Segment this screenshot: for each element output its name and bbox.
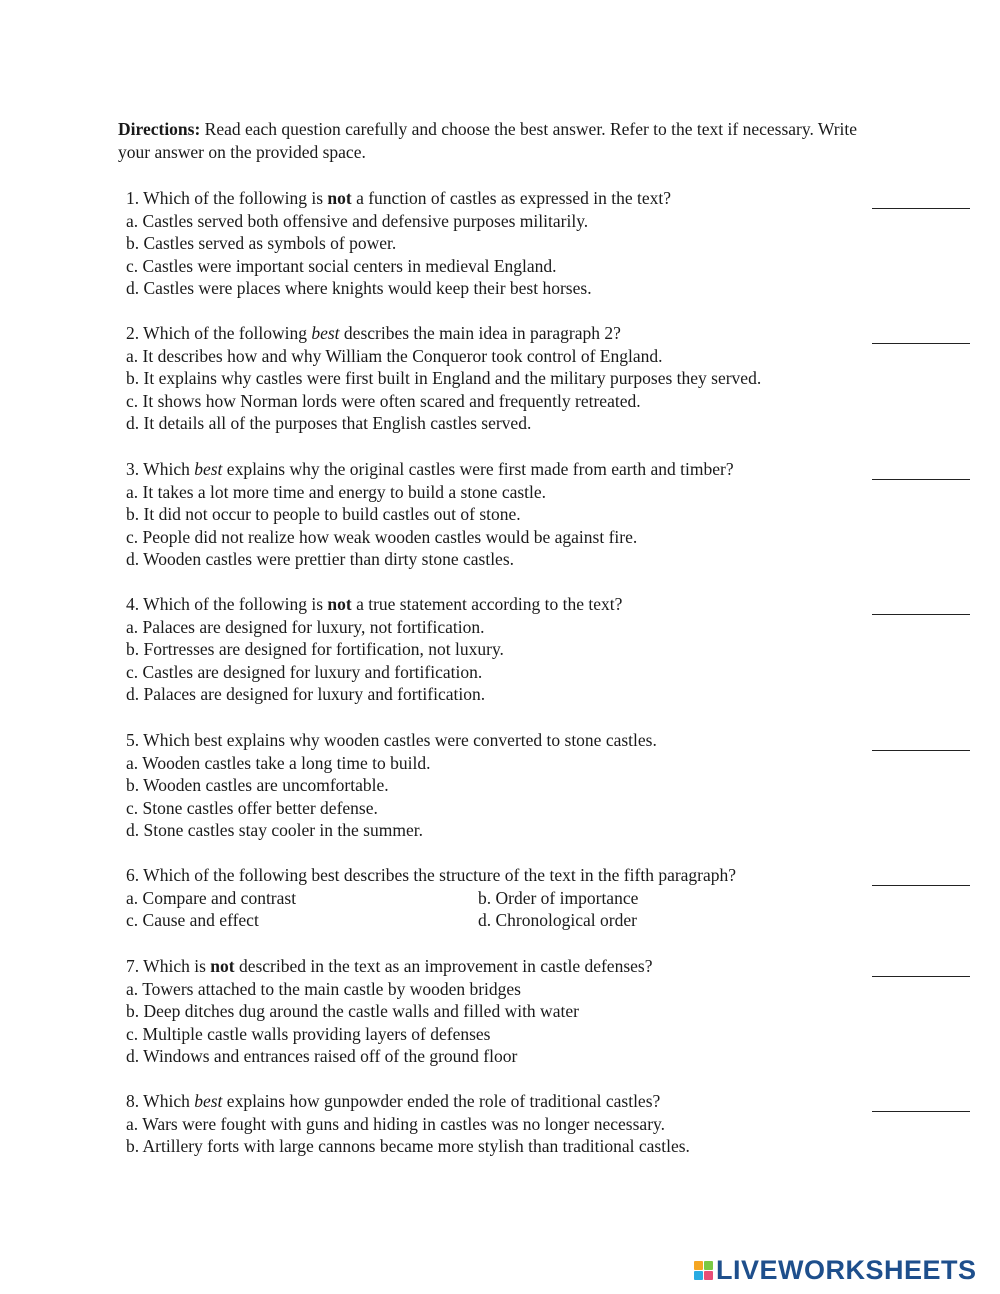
- question-text-part: 1. Which of the following is: [126, 188, 328, 208]
- question-text-part: best: [311, 323, 340, 343]
- question-stem: [126, 955, 986, 978]
- answer-option: c. Castles were important social centers in medieval England.: [126, 255, 557, 276]
- question-text-part: 3. Which: [126, 459, 195, 479]
- answer-option: d. Stone castles stay cooler in the summer.: [126, 820, 423, 840]
- question-text-part: a true statement according to the text?: [351, 594, 623, 614]
- answer-option: c. Castles are designed for luxury and fortification.: [126, 661, 483, 682]
- question-text-part: best: [194, 459, 223, 479]
- answer-option-row: [126, 909, 986, 932]
- answer-option: d. Chronological order: [478, 910, 637, 930]
- answer-option: d. Windows and entrances raised off of the ground floor: [126, 1046, 518, 1066]
- answer-option: c. Multiple castle walls providing layers of defenses: [126, 1023, 491, 1044]
- answer-option: b. Order of importance: [478, 887, 639, 908]
- answer-option: a. It describes how and why William the Conqueror took control of England.: [126, 345, 663, 366]
- answer-option: c. Stone castles offer better defense.: [126, 797, 378, 818]
- question-stem: [126, 729, 986, 752]
- question-stem: [126, 458, 986, 481]
- answer-option: b. Castles served as symbols of power.: [126, 233, 397, 253]
- question-stem: [126, 187, 986, 210]
- question-2: [126, 322, 986, 435]
- question-3: [126, 458, 986, 571]
- answer-blank[interactable]: [872, 193, 970, 209]
- answer-blank[interactable]: [872, 735, 970, 751]
- answer-option: a. Castles served both offensive and defensive purposes militarily.: [126, 210, 589, 231]
- answer-option: b. It did not occur to people to build castles out of stone.: [126, 504, 521, 524]
- logo-block: [694, 1261, 703, 1270]
- question-6: [126, 864, 986, 932]
- question-8: [126, 1090, 986, 1158]
- liveworksheets-blocks-icon: [694, 1261, 713, 1280]
- answer-option: a. Towers attached to the main castle by wooden bridges: [126, 978, 521, 999]
- directions-label: Directions:: [118, 119, 201, 139]
- directions-text: Read each question carefully and choose the best answer. Refer to the text if necessary. Write your answer on the provided space.: [118, 119, 858, 162]
- answer-option: b. Deep ditches dug around the castle walls and filled with water: [126, 1001, 579, 1021]
- logo-block: [704, 1261, 713, 1270]
- question-text-part: described in the text as an improvement in castle defenses?: [234, 956, 653, 976]
- answer-option: b. Wooden castles are uncomfortable.: [126, 775, 389, 795]
- answer-option: b. It explains why castles were first built in England and the military purposes they served.: [126, 368, 762, 388]
- answer-blank[interactable]: [872, 961, 970, 977]
- answer-option: b. Artillery forts with large cannons became more stylish than traditional castles.: [126, 1136, 690, 1156]
- question-text-part: not: [210, 956, 235, 976]
- directions: [118, 118, 858, 164]
- logo-block: [704, 1271, 713, 1280]
- question-stem: [126, 593, 986, 616]
- answer-blank[interactable]: [872, 599, 970, 615]
- answer-option: a. It takes a lot more time and energy to build a stone castle.: [126, 481, 547, 502]
- answer-option: a. Wooden castles take a long time to build.: [126, 752, 431, 773]
- answer-blank[interactable]: [872, 1096, 970, 1112]
- answer-option: c. It shows how Norman lords were often scared and frequently retreated.: [126, 390, 641, 411]
- question-text-part: 7. Which is: [126, 956, 211, 976]
- answer-option: a. Compare and contrast: [126, 887, 297, 908]
- answer-option: d. It details all of the purposes that English castles served.: [126, 413, 532, 433]
- question-text-part: explains why the original castles were first made from earth and timber?: [222, 459, 734, 479]
- question-text-part: 2. Which of the following: [126, 323, 312, 343]
- answer-blank[interactable]: [872, 464, 970, 480]
- answer-option: c. Cause and effect: [126, 910, 259, 930]
- question-text-part: best: [194, 1091, 223, 1111]
- liveworksheets-logo[interactable]: [694, 1257, 977, 1283]
- answer-option: d. Castles were places where knights would keep their best horses.: [126, 278, 592, 298]
- question-text-part: not: [327, 594, 352, 614]
- answer-option: d. Palaces are designed for luxury and fortification.: [126, 684, 486, 704]
- question-text-part: 6. Which of the following best describes the structure of the text in the fifth paragraph?: [126, 865, 737, 885]
- question-4: [126, 593, 986, 706]
- question-text-part: not: [327, 188, 352, 208]
- answer-option: d. Wooden castles were prettier than dirty stone castles.: [126, 549, 515, 569]
- question-text-part: a function of castles as expressed in the text?: [351, 188, 671, 208]
- question-stem: [126, 322, 986, 345]
- answer-blank[interactable]: [872, 328, 970, 344]
- question-5: [126, 729, 986, 842]
- answer-option-row: [126, 887, 986, 910]
- answer-option: b. Fortresses are designed for fortification, not luxury.: [126, 639, 504, 659]
- question-7: [126, 955, 986, 1068]
- answer-option: a. Wars were fought with guns and hiding in castles was no longer necessary.: [126, 1113, 666, 1134]
- question-text-part: 5. Which best explains why wooden castles were converted to stone castles.: [126, 730, 657, 750]
- question-text-part: explains how gunpowder ended the role of traditional castles?: [222, 1091, 661, 1111]
- question-1: [126, 187, 986, 300]
- answer-blank[interactable]: [872, 870, 970, 886]
- question-stem: [126, 864, 986, 887]
- logo-text: LIVEWORKSHEETS: [716, 1255, 977, 1285]
- question-text-part: 4. Which of the following is: [126, 594, 328, 614]
- question-text-part: 8. Which: [126, 1091, 195, 1111]
- logo-block: [694, 1271, 703, 1280]
- answer-option: a. Palaces are designed for luxury, not fortification.: [126, 616, 485, 637]
- answer-option: c. People did not realize how weak wooden castles would be against fire.: [126, 526, 638, 547]
- question-text-part: describes the main idea in paragraph 2?: [339, 323, 621, 343]
- question-stem: [126, 1090, 986, 1113]
